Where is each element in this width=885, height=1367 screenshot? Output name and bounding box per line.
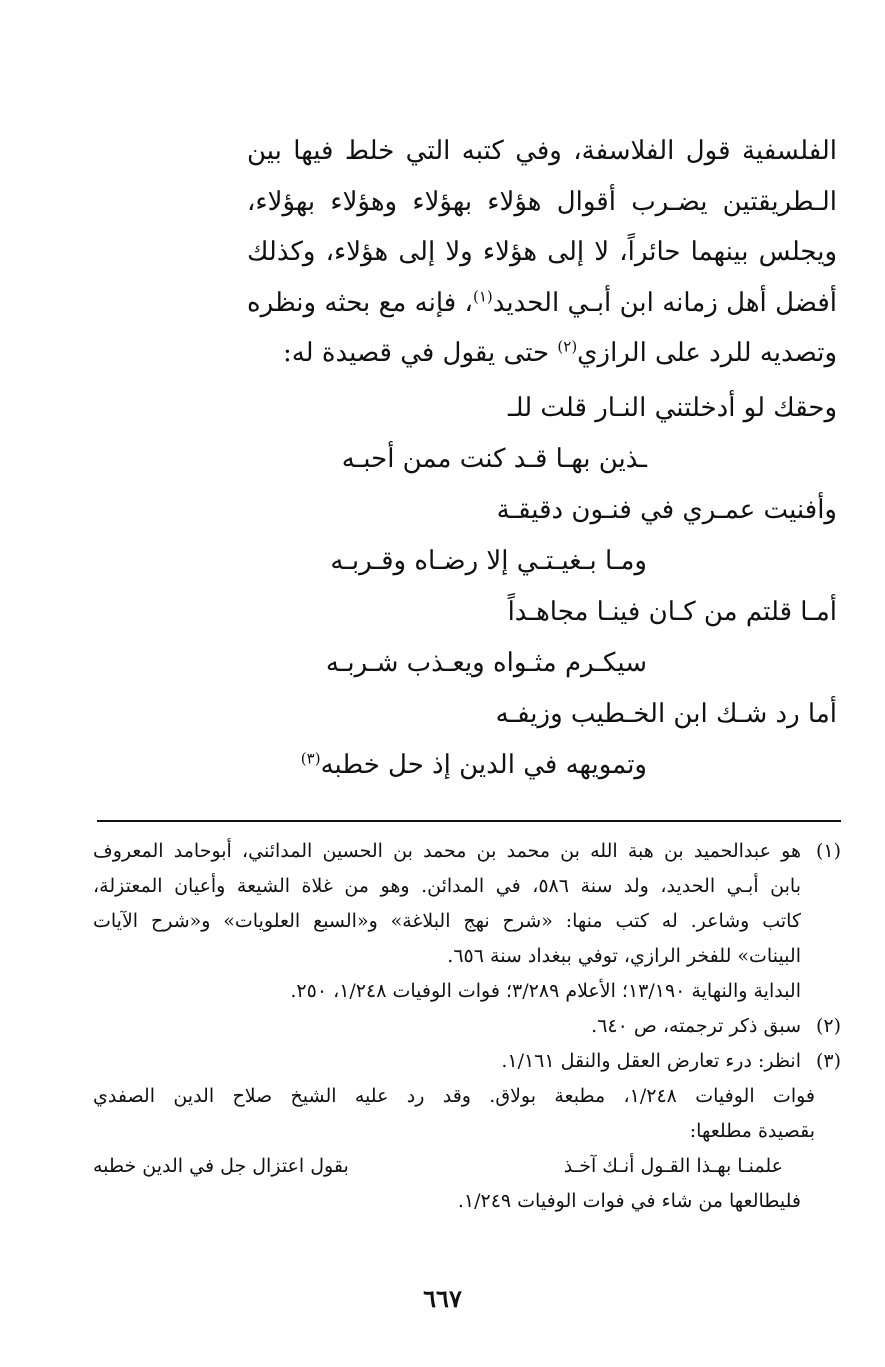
footnote-separator	[97, 820, 841, 822]
prose-line-3: ويجلس بينهما حائراً، لا إلى هؤلاء ولا إلى هؤلاء، وكذلك	[247, 237, 837, 267]
footnote-1	[93, 834, 841, 1009]
footnote-2	[93, 1009, 841, 1044]
footnote-1-number: (١)	[815, 840, 841, 862]
poem-verse-3a: أمـا قلتم من كـان فينـا مجاهـداً	[507, 597, 837, 627]
footnote-1-line-2: بابن أبـي الحديد، ولد سنة ٥٨٦، في المدائن. وهو من غلاة الشيعة وأعيان المعتزلة،	[93, 875, 801, 897]
poem	[247, 383, 837, 791]
poem-verse-2b: ومـا بـغيـتـي إلا رضـاه وقـربـه	[330, 546, 647, 576]
footnote-3-verse	[93, 1149, 841, 1184]
prose-line-4-b: ، فإنه مع بحثه ونظره	[247, 287, 473, 318]
footnote-1-body	[93, 834, 801, 1009]
footnote-3-body	[93, 1079, 841, 1149]
footnote-ref-1[interactable]: (١)	[472, 286, 493, 305]
prose-line-5-a: وتصديه للرد على الرازي	[577, 338, 837, 368]
footnote-1-line-1: هو عبدالحميد بن هبة الله بن محمد بن محمد بن الحسين المدائني، أبوحامد المعروف	[93, 840, 801, 862]
footnote-2-text: سبق ذكر ترجمته، ص ٦٤٠.	[591, 1015, 801, 1037]
main-paragraph	[247, 126, 837, 379]
poem-verse-1b: ـذين بهـا قـد كنت ممن أحبـه	[341, 444, 647, 474]
footnote-ref-3[interactable]: (٣)	[300, 749, 321, 768]
footnote-ref-2[interactable]: (٢)	[557, 337, 578, 356]
footnote-1-line-4: البينات» للفخر الرازي، توفي ببغداد سنة ٦٥٦.	[447, 945, 801, 967]
footnote-3-closing: فليطالعها من شاء في فوات الوفيات ١/٢٤٩.	[457, 1190, 801, 1212]
prose-line-2: الـطريقتين يضـرب أقوال هؤلاء بهؤلاء وهؤلاء بهؤلاء،	[247, 186, 837, 217]
poem-verse-4a: أما رد شـك ابن الخـطيب وزيفـه	[495, 699, 837, 729]
page-number: ٦٦٧	[423, 1284, 462, 1313]
prose-line-1: الفلسفية قول الفلاسفة، وفي كتبه التي خلط فيها بين	[247, 136, 837, 166]
footnote-3-line-2: بقصيدة مطلعها:	[689, 1120, 815, 1142]
footnote-3-verse-first: علمنـا بهـذا القـول أنـك آخـذ	[563, 1155, 783, 1177]
prose-line-5-b: حتى يقول في قصيدة له:	[282, 338, 558, 368]
poem-verse-1a: وحقك لو أدخلتني النـار قلت للـ	[507, 393, 837, 423]
poem-verse-4b-text: وتمويهه في الدين إذ حل خطبه	[320, 750, 647, 780]
prose-line-4-a: أفضل أهل زمانه ابن أبـي الحديد	[492, 287, 837, 318]
poem-verse-2a: وأفنيت عمـري في فنـون دقيقـة	[496, 495, 837, 525]
footnote-3-verse-second: بقول اعتزال جل في الدين خطبه	[93, 1155, 349, 1177]
poem-verse-3b: سيكـرم مثـواه ويعـذب شـربـه	[325, 648, 647, 678]
footnote-1-sources: البداية والنهاية ١٣/١٩٠؛ الأعلام ٣/٢٨٩؛ فوات الوفيات ١/٢٤٨، ٢٥٠.	[290, 980, 801, 1002]
footnote-3	[93, 1044, 841, 1079]
footnote-2-number: (٢)	[815, 1015, 841, 1037]
prose-line-5	[247, 328, 837, 379]
poem-verse-4b	[247, 740, 837, 791]
footnote-3-number: (٣)	[815, 1050, 841, 1072]
footnote-3-first: انظر: درء تعارض العقل والنقل ١/١٦١.	[501, 1050, 801, 1072]
footnotes	[93, 834, 841, 1219]
prose-line-4	[247, 278, 837, 329]
footnote-1-line-3: كاتب وشاعر. له كتب منها: «شرح نهج البلاغة» و«السبع العلويات» و«شرح الآيات	[93, 910, 801, 932]
footnote-3-line-1: فوات الوفيات ١/٢٤٨، مطبعة بولاق. وقد رد عليه الشيخ صلاح الدين الصفدي	[93, 1085, 815, 1107]
